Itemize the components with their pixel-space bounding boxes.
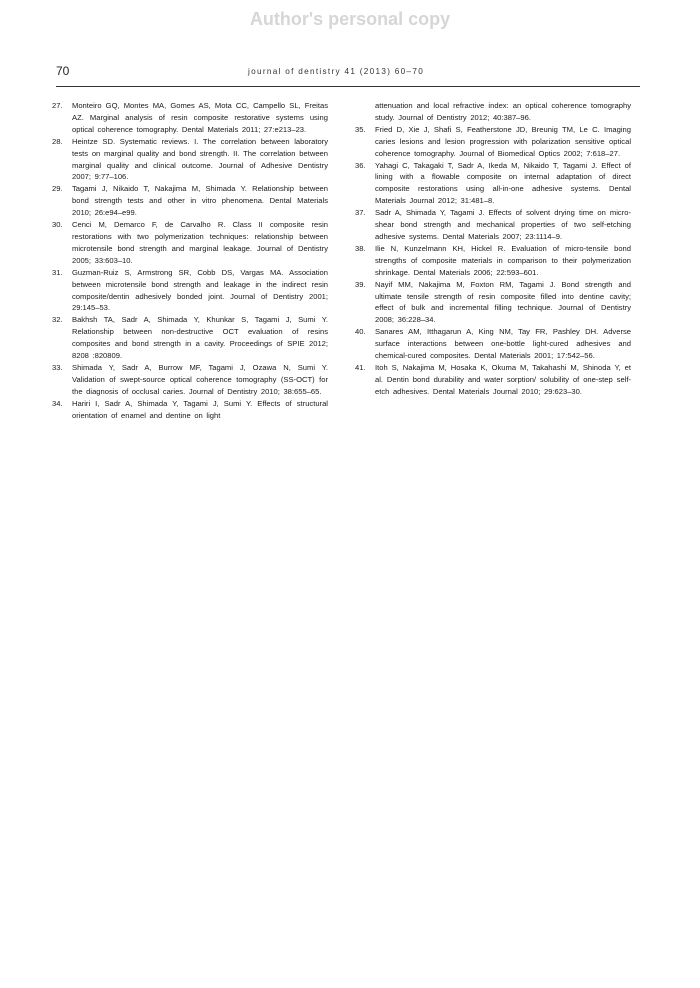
reference-text: Monteiro GQ, Montes MA, Gomes AS, Mota CC, Campello SL, Freitas AZ. Marginal analysis of resin composite restorative systems using optical coherence tomography. Dental Materials 2011; 27:e213–23.	[72, 101, 328, 134]
reference-text: Fried D, Xie J, Shafi S, Featherstone JD, Breunig TM, Le C. Imaging caries lesions and lesion progression with polarization sensitive optical coherence tomography. Journal of Biomedical Optics 2002; 7:618–27.	[375, 124, 631, 158]
reference-number: 38.	[355, 243, 366, 253]
reference-33	[52, 362, 328, 398]
reference-number: 28.	[52, 136, 63, 146]
reference-text: Bakhsh TA, Sadr A, Shimada Y, Khunkar S, Tagami J, Sumi Y. Relationship between non-destructive OCT evaluation of resins composites and bond strength in a cavity. Proceedings of SPIE 2012; 8208 :820809.	[72, 315, 328, 361]
reference-37	[355, 207, 631, 243]
reference-text: Sanares AM, Itthagarun A, King NM, Tay FR, Pashley DH. Adverse surface interactions between one-bottle light-cured adhesives and chemical-cured composites. Dental Materials 2001; 17:542–56.	[375, 327, 631, 361]
reference-text: Hariri I, Sadr A, Shimada Y, Tagami J, Sumi Y. Effects of structural orientation of enamel and dentine on light	[72, 398, 328, 420]
reference-40	[355, 326, 631, 362]
reference-29	[52, 183, 328, 219]
running-head: journal of dentistry 41 (2013) 60–70	[248, 67, 425, 76]
reference-number: 30.	[52, 220, 63, 230]
reference-34-continued	[355, 100, 631, 124]
reference-text: Guzman-Ruiz S, Armstrong SR, Cobb DS, Vargas MA. Association between microtensile bond strength and leakage in the indirect resin composite/dentin adhesively bonded joint. Journal of Dentistry 2001; 29:145–53.	[72, 267, 328, 313]
reference-text: Tagami J, Nikaido T, Nakajima M, Shimada Y. Relationship between bond strength tests and other in vitro phenomena. Dental Materials 2010; 26:e94–e99.	[72, 184, 328, 218]
reference-28	[52, 136, 328, 184]
reference-text: Nayif MM, Nakajima M, Foxton RM, Tagami J. Bond strength and ultimate tensile strength of resin composite filled into dentine cavity; effect of bulk and incremental filling technique. Journal of Dentistry 2008; 36:228–34.	[375, 279, 631, 325]
reference-number: 39.	[355, 279, 366, 289]
reference-41	[355, 362, 631, 398]
reference-number: 27.	[52, 101, 63, 110]
reference-number: 40.	[355, 327, 366, 337]
reference-text: Heintze SD. Systematic reviews. I. The correlation between laboratory tests on marginal quality and bond strength. II. The correlation between marginal quality and clinical outcome. Journal of Adhesive Dentistry 2007; 9:77–106.	[72, 136, 328, 182]
reference-38	[355, 243, 631, 279]
reference-text: Ilie N, Kunzelmann KH, Hickel R. Evaluation of micro-tensile bond strengths of composite materials in comparison to their polymerization shrinkage. Dental Materials 2006; 22:593–601.	[375, 243, 631, 277]
reference-number: 33.	[52, 362, 63, 372]
references-right-column	[355, 100, 631, 398]
reference-text: attenuation and local refractive index: an optical coherence tomography study. Journal of Dentistry 2012; 40:387–96.	[375, 101, 631, 122]
reference-number: 31.	[52, 267, 63, 277]
reference-number	[355, 100, 375, 124]
reference-text: Itoh S, Nakajima M, Hosaka K, Okuma M, Takahashi M, Shinoda Y, et al. Dentin bond durability and water sorption/ solubility of one-step self-etch adhesives. Dental Materials Journal 2010; 29:623–30.	[375, 362, 631, 396]
reference-27	[52, 100, 328, 136]
references-left-column	[52, 100, 328, 421]
reference-number: 32.	[52, 315, 63, 325]
reference-number: 36.	[355, 160, 366, 170]
reference-number: 35.	[355, 124, 366, 134]
reference-text: Cenci M, Demarco F, de Carvalho R. Class II composite resin restorations with two polymerization techniques: relationship between microtensile bond strength and marginal leakage. Journal of Dentistry 2005; 33:603–10.	[72, 220, 328, 265]
reference-30	[52, 219, 328, 267]
reference-number: 41.	[355, 362, 366, 372]
page-number: 70	[56, 64, 70, 78]
reference-39	[355, 279, 631, 327]
reference-text: Yahagi C, Takagaki T, Sadr A, Ikeda M, Nikaido T, Tagami J. Effect of lining with a flowable composite on internal adaptation of direct composite restorations using all-in-one adhesive systems. Dental Materials Journal 2012; 31:481–8.	[375, 160, 631, 206]
reference-number: 34.	[52, 398, 63, 408]
reference-31	[52, 267, 328, 315]
header-rule	[56, 86, 640, 87]
reference-text: Sadr A, Shimada Y, Tagami J. Effects of solvent drying time on micro-shear bond strength and mechanical properties of two self-etching adhesive systems. Dental Materials 2007; 23:1114–9.	[375, 208, 631, 241]
watermark: Author's personal copy	[249, 9, 451, 29]
reference-35	[355, 124, 631, 160]
reference-32	[52, 314, 328, 362]
reference-number: 37.	[355, 208, 366, 218]
reference-34	[52, 398, 328, 422]
reference-number: 29.	[52, 184, 63, 194]
reference-text: Shimada Y, Sadr A, Burrow MF, Tagami J, Ozawa N, Sumi Y. Validation of swept-source optical coherence tomography (SS-OCT) for the diagnosis of occlusal caries. Journal of Dentistry 2010; 38:655–65.	[72, 362, 328, 396]
reference-36	[355, 160, 631, 208]
